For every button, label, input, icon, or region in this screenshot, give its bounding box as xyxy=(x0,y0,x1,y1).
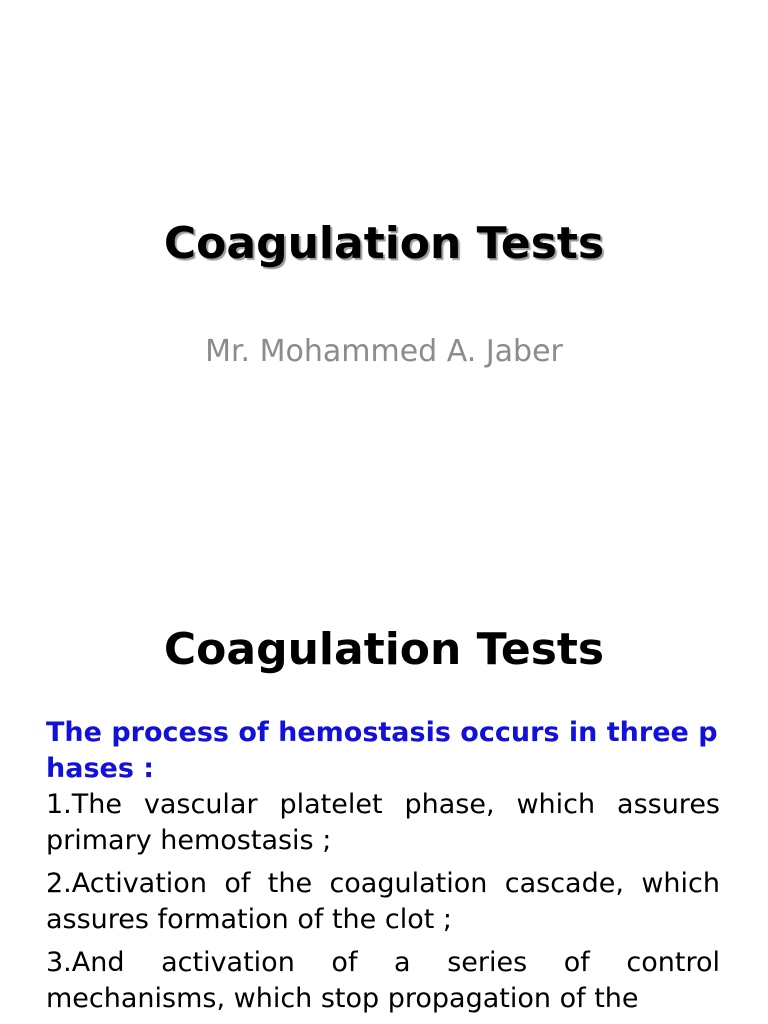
list-item: 3.And activation of a series of control mechanisms, which stop propagation of the xyxy=(46,947,720,1014)
list-item: 2.Activation of the coagulation cascade, which assures formation of the clot ; xyxy=(46,868,720,935)
list-item: 1.The vascular platelet phase, which assures primary hemostasis ; xyxy=(46,789,720,856)
slide-title: Coagulation Tests xyxy=(163,218,605,269)
slide-body xyxy=(46,715,720,1017)
content-slide xyxy=(0,576,768,1024)
intro-text: The process of hemostasis occurs in three phases : xyxy=(46,717,718,784)
slide-title: Coagulation Tests xyxy=(163,624,605,675)
presenter-name: Mr. Mohammed A. Jaber xyxy=(205,334,563,369)
